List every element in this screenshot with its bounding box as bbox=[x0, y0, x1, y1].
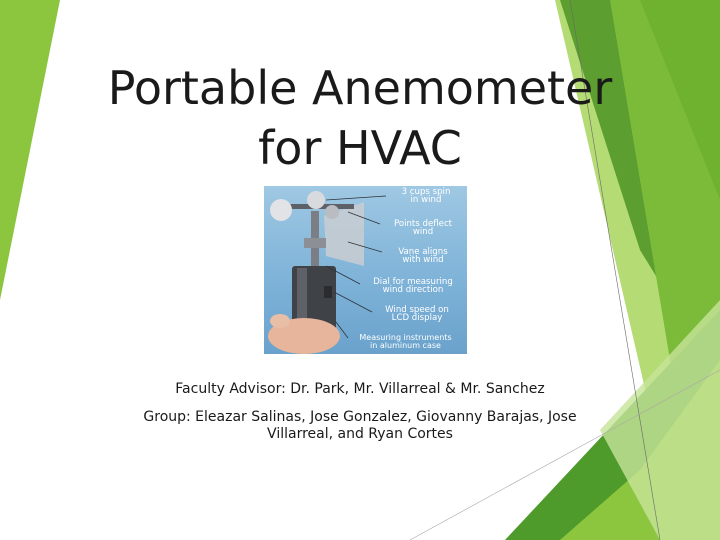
caption-dial bbox=[360, 278, 466, 294]
mast-collar bbox=[304, 238, 326, 248]
caption-cups-line-1: 3 cups spin bbox=[401, 187, 451, 197]
left-green-wedge bbox=[0, 0, 60, 300]
anemometer-illustration bbox=[264, 186, 467, 354]
caption-cups bbox=[386, 188, 466, 204]
title-line-1: Portable Anemometer bbox=[107, 61, 613, 115]
group-line-2: Villarreal, and Ryan Cortes bbox=[267, 426, 453, 442]
thumb bbox=[270, 314, 290, 328]
group-members-text bbox=[90, 409, 630, 443]
cup-right bbox=[325, 205, 339, 219]
caption-lcd-line-2: LCD display bbox=[391, 313, 443, 323]
anemometer-photo bbox=[264, 186, 467, 354]
title-line-2: for HVAC bbox=[258, 121, 462, 175]
caption-vane-line-2: with wind bbox=[402, 255, 444, 265]
caption-lcd bbox=[368, 306, 466, 322]
caption-dial-line-1: Dial for measuring bbox=[373, 277, 453, 287]
caption-case-line-1: Measuring instruments bbox=[359, 333, 452, 342]
lcd-display bbox=[324, 286, 332, 298]
cup-center bbox=[307, 191, 325, 209]
faculty-advisor-text: Faculty Advisor: Dr. Park, Mr. Villarreal & Mr. Sanchez bbox=[175, 381, 545, 397]
cup-left bbox=[270, 199, 292, 221]
caption-case bbox=[344, 334, 467, 350]
pointer-line bbox=[326, 196, 386, 200]
caption-points bbox=[380, 220, 466, 236]
caption-vane-line-1: Vane aligns bbox=[398, 247, 448, 257]
caption-dial-line-2: wind direction bbox=[382, 285, 444, 295]
caption-points-line-1: Points deflect bbox=[393, 219, 453, 229]
slide-title bbox=[60, 58, 660, 178]
caption-case-line-2: in aluminum case bbox=[370, 341, 441, 350]
caption-cups-line-2: in wind bbox=[410, 195, 442, 205]
caption-vane bbox=[380, 248, 466, 264]
group-line-1: Group: Eleazar Salinas, Jose Gonzalez, Giovanny Barajas, Jose bbox=[143, 409, 577, 425]
pointer-line bbox=[334, 292, 372, 312]
caption-lcd-line-1: Wind speed on bbox=[385, 305, 449, 315]
caption-points-line-2: wind bbox=[412, 227, 434, 237]
